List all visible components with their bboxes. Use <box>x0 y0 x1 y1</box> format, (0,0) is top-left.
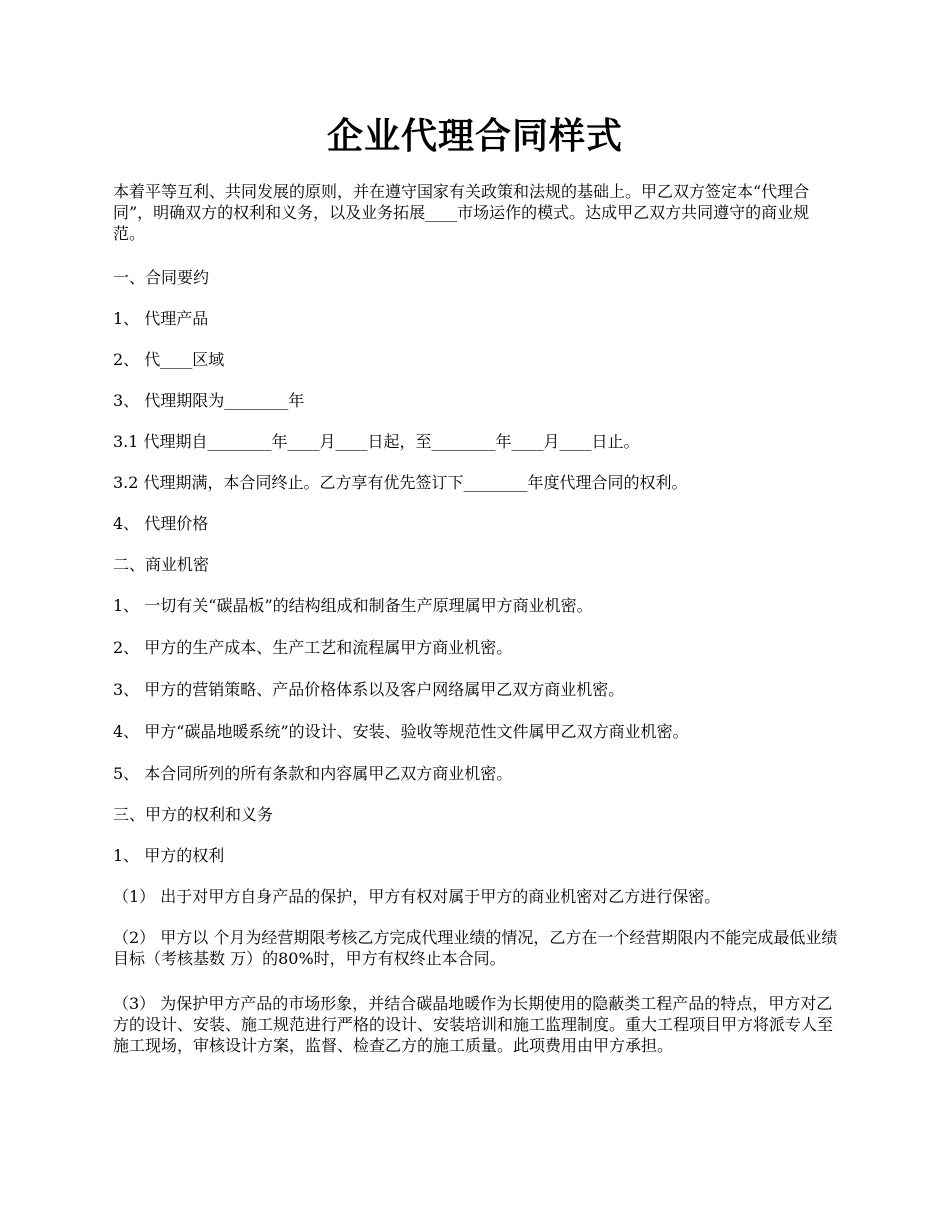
clause-paragraph: 3.2 代理期满，本合同终止。乙方享有优先签订下________年度代理合同的权利。 <box>113 473 688 492</box>
clause-paragraph: 2、 甲方的生产成本、生产工艺和流程属甲方商业机密。 <box>113 638 513 657</box>
clause-paragraph: 3.1 代理期自________年____月____日起，至________年____月____日止。 <box>113 432 640 451</box>
clause-paragraph: 3、 代理期限为________年 <box>113 391 305 410</box>
section-heading-3: 三、甲方的权利和义务 <box>113 805 274 824</box>
clause-paragraph: 4、 代理价格 <box>113 514 209 533</box>
section-heading-1: 一、合同要约 <box>113 268 210 287</box>
clause-paragraph: （2） 甲方以 个月为经营期限考核乙方完成代理业绩的情况，乙方在一个经营期限内不能完成最低业绩目标（考核基数 万）的80%时，甲方有权终止本合同。 <box>113 928 838 968</box>
document-title: 企业代理合同样式 <box>326 115 623 157</box>
clause-paragraph: 3、 甲方的营销策略、产品价格体系以及客户网络属甲乙双方商业机密。 <box>113 680 625 699</box>
clause-paragraph: 4、 甲方“碳晶地暖系统”的设计、安装、验收等规范性文件属甲乙双方商业机密。 <box>113 722 689 741</box>
clause-paragraph: 1、 代理产品 <box>113 309 209 328</box>
clause-paragraph: 1、 甲方的权利 <box>113 846 225 865</box>
clause-paragraph: 2、 代____区域 <box>113 350 225 369</box>
clause-paragraph: （1） 出于对甲方自身产品的保护，甲方有权对属于甲方的商业机密对乙方进行保密。 <box>113 887 721 906</box>
clause-paragraph: 1、 一切有关“碳晶板”的结构组成和制备生产原理属甲方商业机密。 <box>113 596 593 615</box>
clause-paragraph: 5、 本合同所列的所有条款和内容属甲乙双方商业机密。 <box>113 764 513 783</box>
section-heading-2: 二、商业机密 <box>113 555 210 574</box>
clause-paragraph: （3） 为保护甲方产品的市场形象，并结合碳晶地暖作为长期使用的隐蔽类工程产品的特点，甲方对乙方的设计、安装、施工规范进行严格的设计、安装培训和施工监理制度。重大工程项目甲方将派专人至施工现场，审核设计方案，监督、检查乙方的施工质量。此项费用由甲方承担。 <box>113 994 834 1055</box>
intro-paragraph: 本着平等互利、共同发展的原则，并在遵守国家有关政策和法规的基础上。甲乙双方签定本“代理合同”，明确双方的权利和义务，以及业务拓展____市场运作的模式。达成甲乙双方共同遵守的商业规范。 <box>113 182 810 243</box>
